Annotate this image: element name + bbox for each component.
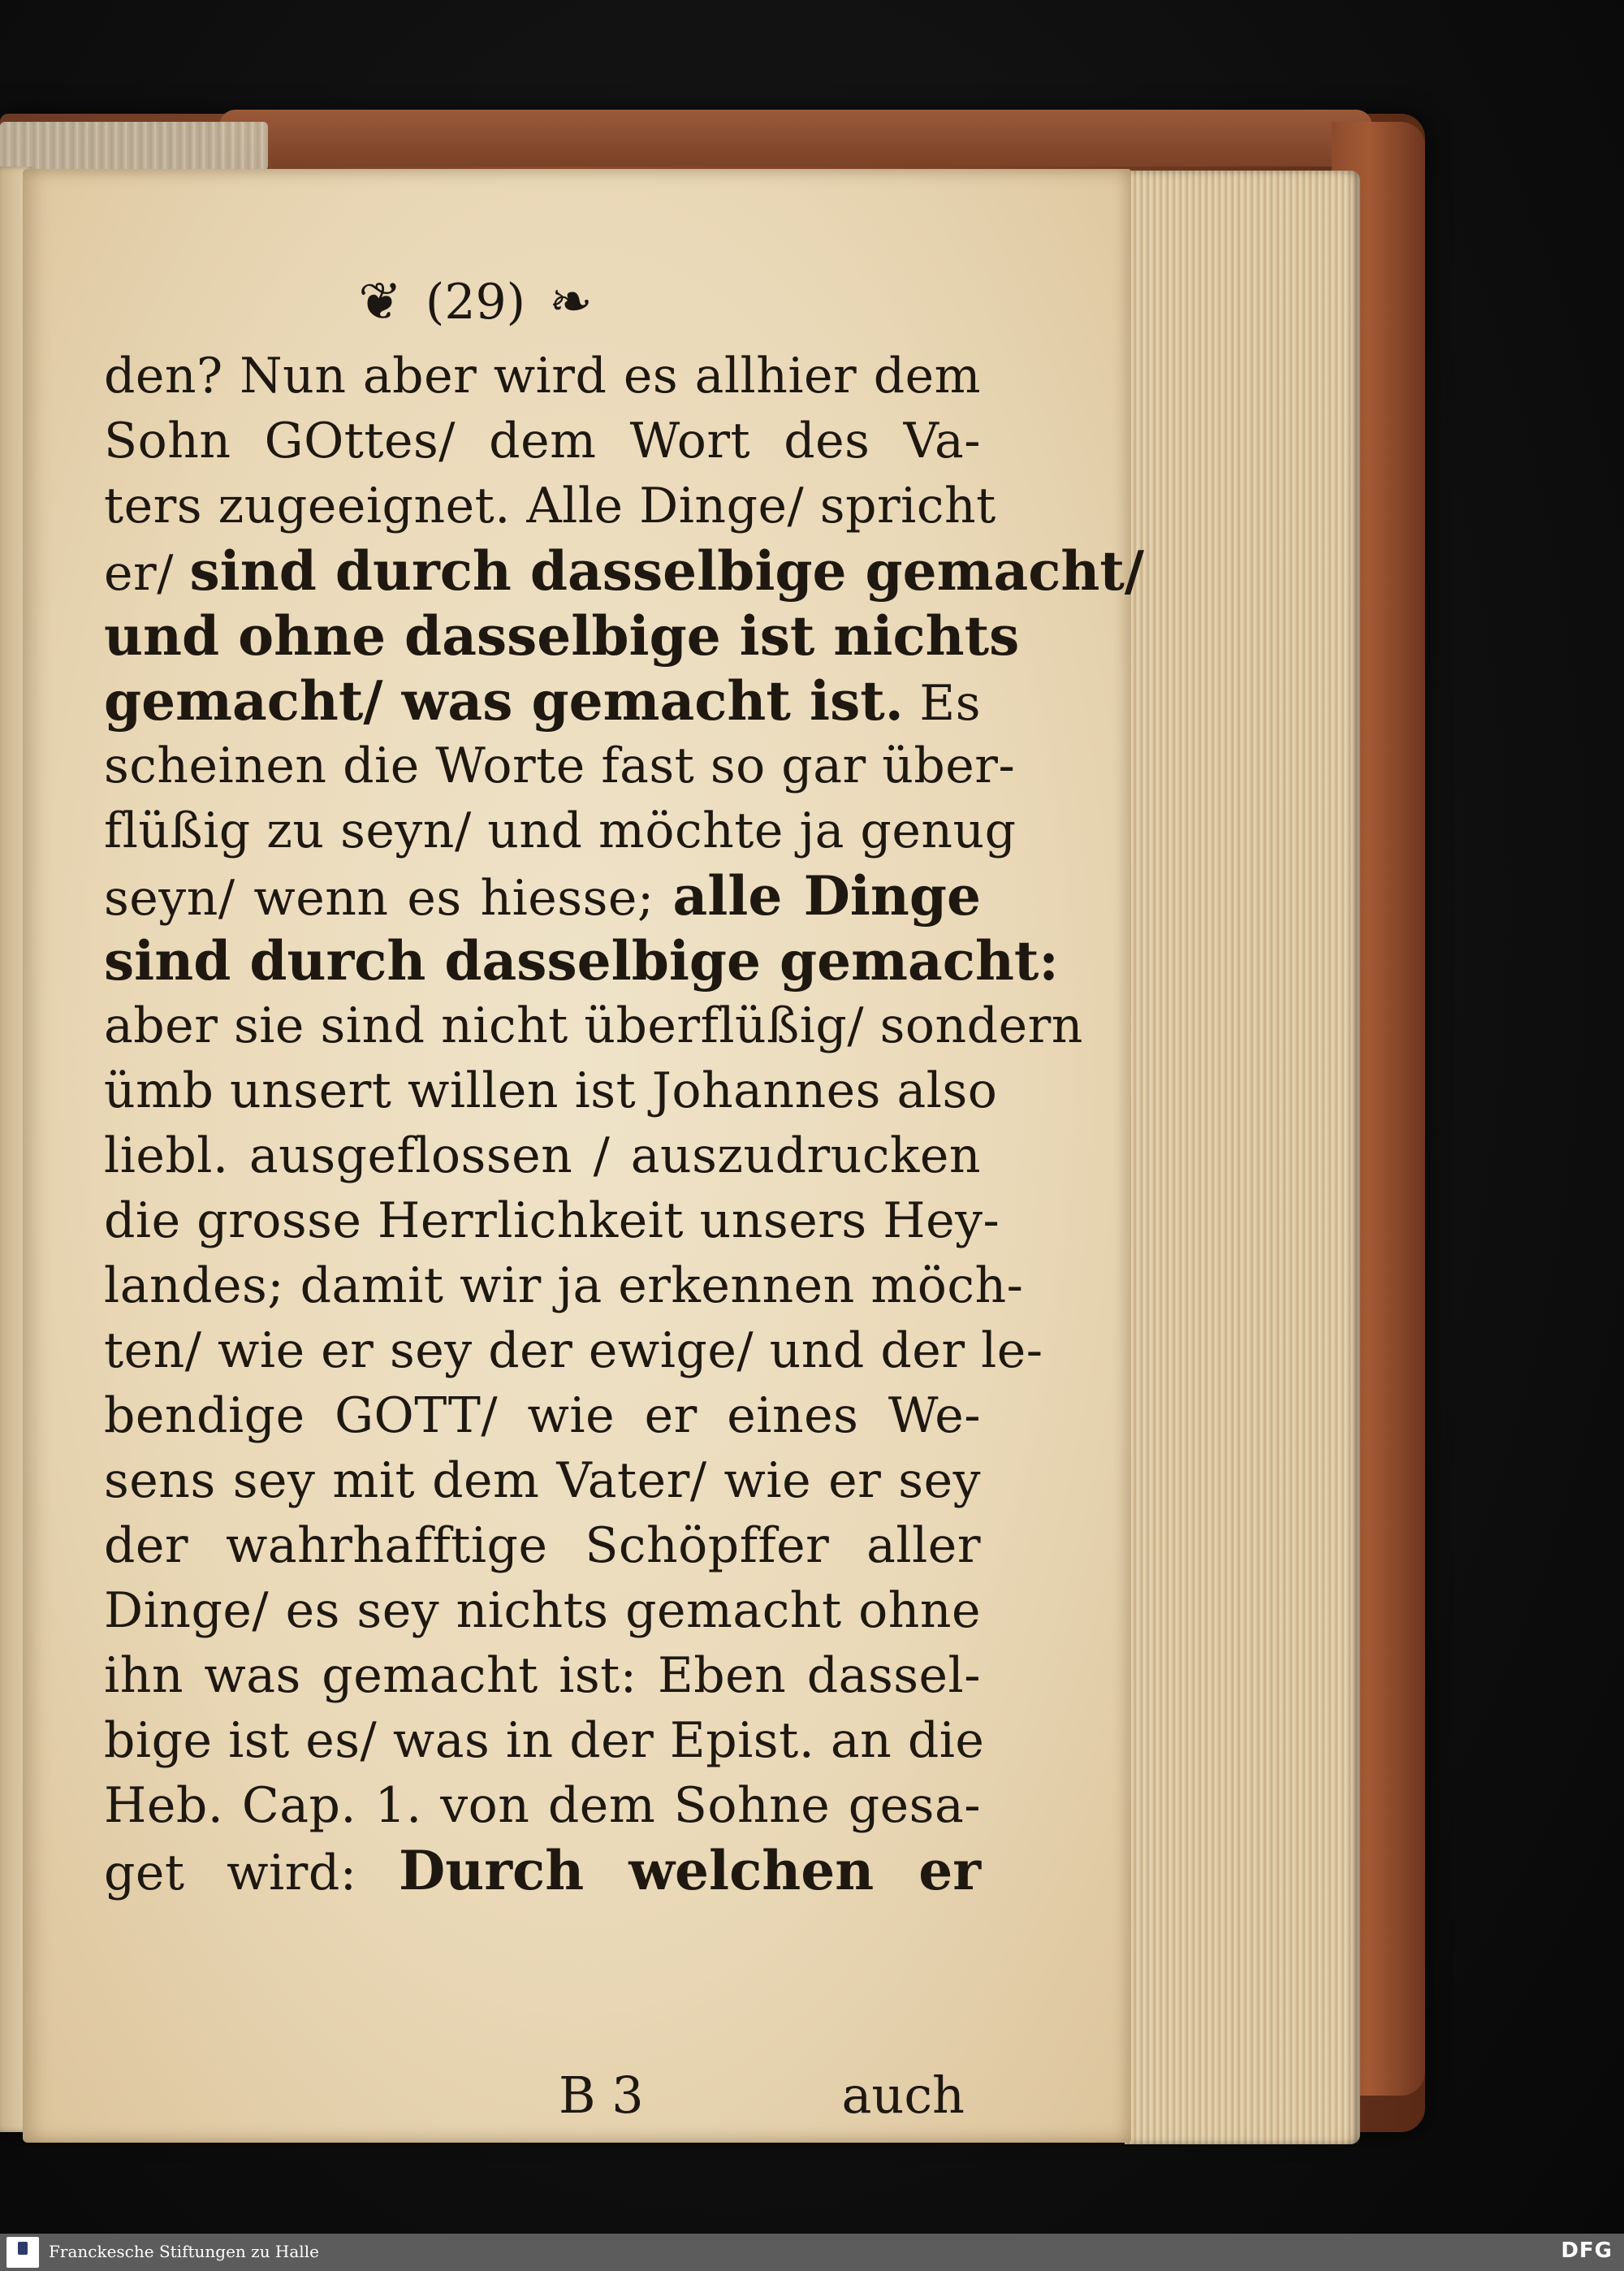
text-line: get wird: Durch welchen er	[104, 1839, 981, 1902]
text-line: bendige GOTT/ wie er eines We-	[104, 1387, 981, 1444]
text-line: liebl. ausgeflossen / auszudrucken	[104, 1127, 981, 1184]
text-line: ten/ wie er sey der ewige/ und der le-	[104, 1322, 1043, 1379]
body-text	[104, 344, 1145, 1903]
text-line: seyn/ wenn es hiesse; alle Dinge	[104, 864, 981, 928]
bold-phrase: alle Dinge	[672, 864, 981, 928]
page-footer	[104, 2066, 981, 2139]
bold-phrase: sind durch dasselbige gemacht:	[104, 929, 1059, 993]
text-line: Sohn GOttes/ dem Wort des Va-	[104, 413, 981, 469]
bold-phrase: und ohne dasselbige ist nichts	[104, 604, 1020, 668]
institution-name: Franckesche Stiftungen zu Halle	[49, 2242, 319, 2261]
text-line: die grosse Herrlichkeit unsers Hey-	[104, 1192, 1000, 1249]
text-line: Heb. Cap. 1. von dem Sohne gesa-	[104, 1777, 981, 1834]
text-line: gemacht/ was gemacht ist. Es	[104, 669, 981, 733]
attribution-bar	[0, 2234, 1624, 2271]
text-line: scheinen die Worte fast so gar über-	[104, 738, 1016, 794]
text-line: aber sie sind nicht überflüßig/ sondern	[104, 997, 1083, 1054]
page-number: (29)	[425, 274, 526, 331]
bold-phrase: gemacht/ was gemacht ist.	[104, 669, 904, 733]
text-line: flüßig zu seyn/ und möchte ja genug	[104, 802, 1017, 859]
text-line	[104, 928, 1059, 993]
page-header	[23, 270, 1131, 332]
institution-logo-icon	[6, 2237, 39, 2268]
text-line: ihn was gemacht ist: Eben dassel-	[104, 1647, 981, 1704]
dfg-logo: DFG	[1561, 2239, 1613, 2263]
text-line: ümb unsert willen ist Johannes also	[104, 1062, 998, 1119]
left-ornament-icon: ❦	[358, 272, 402, 333]
book-page	[23, 169, 1145, 2143]
bold-phrase: Durch welchen er	[399, 1839, 981, 1902]
text-line: der wahrhafftige Schöpffer aller	[104, 1517, 981, 1574]
page-block-edge	[1125, 171, 1360, 2144]
binding-top-edge	[219, 110, 1372, 167]
signature-mark: B 3	[559, 2066, 644, 2125]
text-line: er/ sind durch dasselbige gemacht/	[104, 539, 1145, 603]
text-line: ters zugeeignet. Alle Dinge/ spricht	[104, 478, 996, 534]
text-line: Dinge/ es sey nichts gemacht ohne	[104, 1582, 981, 1639]
right-ornament-icon: ❧	[549, 272, 593, 333]
text-line: landes; damit wir ja erkennen möch-	[104, 1257, 1024, 1314]
catchword: auch	[841, 2066, 965, 2125]
text-line: den? Nun aber wird es allhier dem	[104, 348, 981, 404]
text-line	[104, 603, 1020, 668]
bold-phrase: sind durch dasselbige gemacht/	[189, 539, 1145, 603]
headband	[0, 122, 268, 171]
text-line: bige ist es/ was in der Epist. an die	[104, 1712, 985, 1769]
text-line: sens sey mit dem Vater/ wie er sey	[104, 1452, 981, 1509]
